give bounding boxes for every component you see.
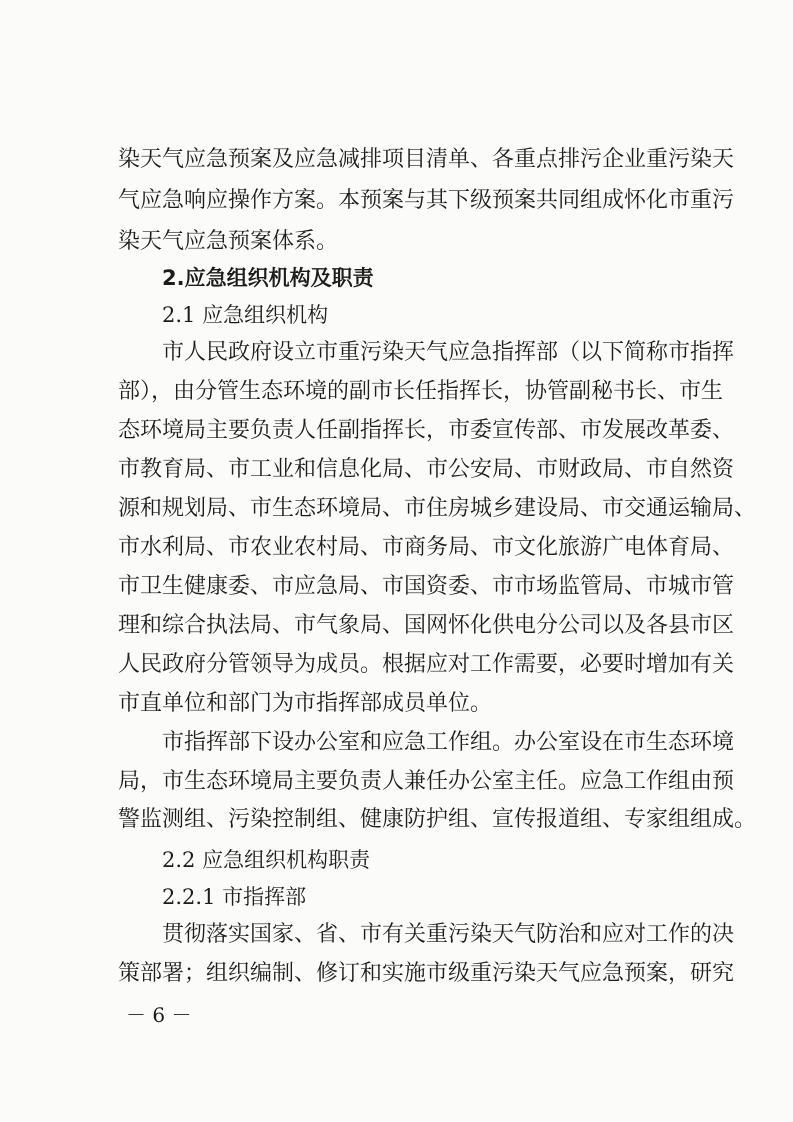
paragraph-line: 市卫生健康委、市应急局、市国资委、市市场监管局、市城市管	[118, 574, 735, 599]
paragraph-line: 市水利局、市农业农村局、市商务局、市文化旅游广电体育局、	[118, 535, 735, 560]
subsection-heading: 2.2.1 市指挥部	[162, 885, 307, 909]
paragraph-line: 源和规划局、市生态环境局、市住房城乡建设局、市交通运输局、	[118, 496, 757, 521]
paragraph-line: 人民政府分管领导为成员。根据应对工作需要，必要时增加有关	[118, 652, 735, 677]
paragraph-line: 理和综合执法局、市气象局、国网怀化供电分公司以及各县市区	[118, 613, 735, 638]
paragraph-line: 局，市生态环境局主要负责人兼任办公室主任。应急工作组由预	[118, 769, 735, 794]
paragraph-line: 贯彻落实国家、省、市有关重污染天气防治和应对工作的决	[162, 922, 735, 947]
paragraph-line: 染天气应急预案及应急减排项目清单、各重点排污企业重污染天	[118, 147, 735, 172]
paragraph-line: 染天气应急预案体系。	[118, 229, 339, 254]
section-heading: 2.应急组织机构及职责	[162, 266, 374, 290]
paragraph-line: 市教育局、市工业和信息化局、市公安局、市财政局、市自然资	[118, 457, 735, 482]
paragraph-line: 市人民政府设立市重污染天气应急指挥部（以下简称市指挥	[162, 340, 735, 365]
paragraph-line: 策部署；组织编制、修订和实施市级重污染天气应急预案，研究	[118, 961, 735, 986]
subsection-heading: 2.2 应急组织机构职责	[162, 848, 371, 872]
paragraph-line: 市直单位和部门为市指挥部成员单位。	[118, 691, 493, 716]
paragraph-line: 态环境局主要负责人任副指挥长，市委宣传部、市发展改革委、	[118, 418, 735, 443]
page-number: － 6 －	[126, 1003, 192, 1027]
subsection-heading: 2.1 应急组织机构	[162, 303, 329, 327]
paragraph-line: 部），由分管生态环境的副市长任指挥长，协管副秘书长、市生	[118, 379, 724, 404]
paragraph-line: 市指挥部下设办公室和应急工作组。办公室设在市生态环境	[162, 730, 735, 755]
paragraph-line: 警监测组、污染控制组、健康防护组、宣传报道组、专家组组成。	[118, 807, 757, 832]
paragraph-line: 气应急响应操作方案。本预案与其下级预案共同组成怀化市重污	[118, 188, 735, 213]
